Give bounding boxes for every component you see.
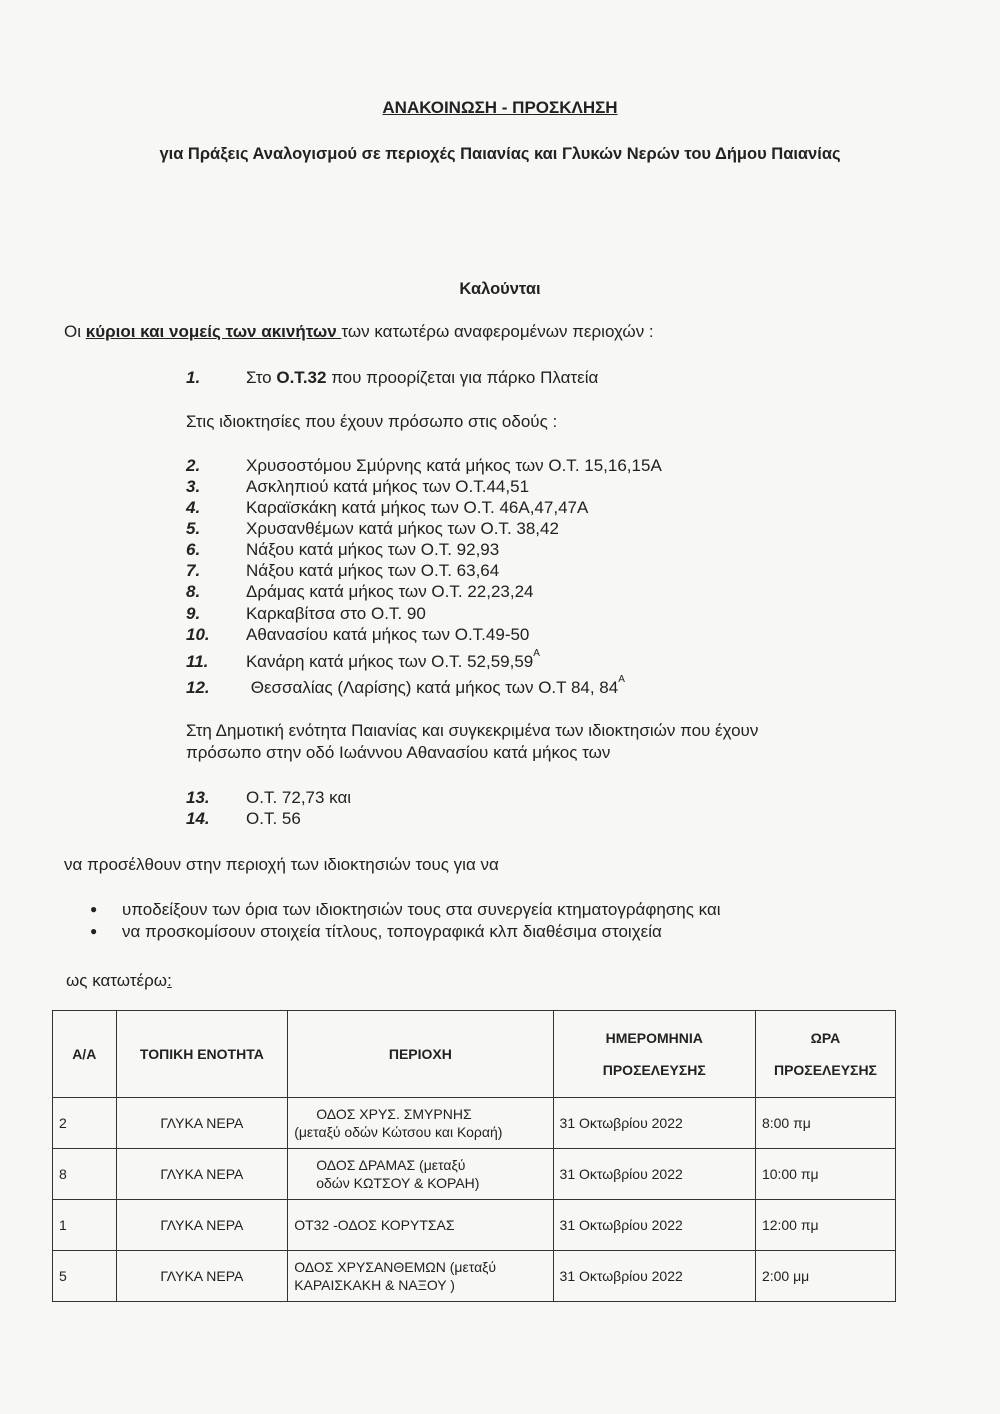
- paiania-paragraph: Στη Δημοτική ενότητα Παιανίας και συγκεκριμένα των ιδιοκτησιών που έχουν πρόσωπο στην οδό Ιωάννου Αθανασίου κατά μήκος των: [186, 721, 759, 762]
- cell-area-line2: (μεταξύ οδών Κώτσου και Κοραή): [294, 1124, 503, 1140]
- item-number: 8.: [186, 582, 201, 601]
- cell-area-line1: ΟΔΟΣ ΧΡΥΣ. ΣΜΥΡΝΗΣ: [316, 1106, 472, 1122]
- as-below-colon: :: [167, 971, 172, 990]
- item-number: 14.: [186, 809, 210, 828]
- bullet-text: υποδείξουν των όρια των ιδιοκτησιών τους στα συνεργεία κτηματογράφησης και: [122, 900, 721, 919]
- header-unit: ΤΟΠΙΚΗ ΕΝΟΤΗΤΑ: [116, 1011, 288, 1098]
- item-superscript: Α: [618, 674, 625, 685]
- item-text: Δράμας κατά μήκος των Ο.Τ. 22,23,24: [246, 582, 534, 601]
- cell-date: 31 Οκτωβρίου 2022: [553, 1200, 755, 1251]
- item-number: 12.: [186, 678, 210, 697]
- cell-unit: ΓΛΥΚΑ ΝΕΡΑ: [116, 1149, 288, 1200]
- item-text: Νάξου κατά μήκος των Ο.Τ. 92,93: [246, 540, 500, 559]
- cell-aa: 1: [53, 1200, 117, 1251]
- header-date-line2: ΠΡΟΣΕΛΕΥΣΗΣ: [602, 1062, 706, 1078]
- list-item: [186, 809, 301, 829]
- intro-prefix: Οι: [64, 322, 86, 341]
- item-text: Αθανασίου κατά μήκος των Ο.Τ.49-50: [246, 625, 530, 644]
- table-row: [53, 1098, 896, 1149]
- item-text: Νάξου κατά μήκος των Ο.Τ. 63,64: [246, 561, 500, 580]
- item-number: 11.: [186, 652, 209, 671]
- item-number: 5.: [186, 519, 201, 538]
- intro-suffix: των κατωτέρω αναφερομένων περιοχών :: [341, 322, 654, 341]
- item-text: Καρκαβίτσα στο Ο.Τ. 90: [246, 604, 426, 623]
- bullet-dot-icon: ●: [90, 902, 98, 916]
- list-item: [186, 561, 499, 581]
- header-time: [755, 1011, 895, 1098]
- item-text: Ο.Τ. 56: [246, 809, 301, 828]
- item-text: Ασκληπιού κατά μήκος των Ο.Τ.44,51: [246, 477, 530, 496]
- header-time-line1: ΩΡΑ: [810, 1030, 841, 1046]
- list-item: [186, 788, 351, 808]
- list-item: [186, 540, 499, 560]
- header-aa: Α/Α: [53, 1011, 117, 1098]
- item-text: Καραϊσκάκη κατά μήκος των Ο.Τ. 46Α,47,47Α: [246, 498, 589, 517]
- item-number: 6.: [186, 540, 201, 559]
- item-text: Κανάρη κατά μήκος των Ο.Τ. 52,59,59: [246, 652, 534, 671]
- table-row: [53, 1251, 896, 1302]
- list-item: [186, 456, 662, 476]
- item-superscript: Α: [533, 648, 540, 659]
- bullet-text: να προσκομίσουν στοιχεία τίτλους, τοπογραφικά κλπ διαθέσιμα στοιχεία: [122, 922, 662, 941]
- item-number: 7.: [186, 561, 201, 580]
- cell-unit: ΓΛΥΚΑ ΝΕΡΑ: [116, 1200, 288, 1251]
- cell-time: 2:00 μμ: [755, 1251, 895, 1302]
- cell-aa: 5: [53, 1251, 117, 1302]
- bullet-dot-icon: ●: [90, 924, 98, 938]
- list-item: [186, 674, 625, 698]
- cell-aa: 8: [53, 1149, 117, 1200]
- as-below-line: [66, 971, 172, 991]
- table-row: [53, 1200, 896, 1251]
- item-number: 4.: [186, 498, 201, 517]
- list-item: [186, 368, 598, 388]
- item-text-post: που προορίζεται για πάρκο Πλατεία: [326, 368, 599, 387]
- cell-area: [288, 1098, 553, 1149]
- intro-owners: κύριοι και νομείς των ακινήτων: [85, 322, 342, 341]
- item-number: 10.: [186, 625, 210, 644]
- list-item: [186, 625, 529, 645]
- table-header-row: [53, 1011, 896, 1098]
- call-to-action: να προσέλθουν στην περιοχή των ιδιοκτησιών τους για να: [64, 855, 499, 874]
- cell-area-line1: ΟΤ32 -ΟΔΟΣ ΚΟΡΥΤΣΑΣ: [294, 1217, 455, 1233]
- cell-aa: 2: [53, 1098, 117, 1149]
- item-number: 9.: [186, 604, 201, 623]
- list-item: [186, 519, 559, 539]
- cell-time: 12:00 πμ: [755, 1200, 895, 1251]
- item-text: Θεσσαλίας (Λαρίσης) κατά μήκος των Ο.Τ 84, 84: [246, 678, 619, 697]
- cell-area-line1: ΟΔΟΣ ΔΡΑΜΑΣ (μεταξύ: [316, 1157, 466, 1173]
- cell-time: 10:00 πμ: [755, 1149, 895, 1200]
- cell-area: [288, 1251, 553, 1302]
- cell-unit: ΓΛΥΚΑ ΝΕΡΑ: [116, 1251, 288, 1302]
- bullet-item: [90, 922, 662, 942]
- cell-area-line2: οδών ΚΩΤΣΟΥ & ΚΟΡΑΗ): [316, 1175, 480, 1191]
- intro-line: [64, 322, 654, 342]
- document-subtitle: για Πράξεις Αναλογισμού σε περιοχές Παιανίας και Γλυκών Νερών του Δήμου Παιανίας: [159, 145, 841, 163]
- document-title: ΑΝΑΚΟΙΝΩΣΗ - ΠΡΟΣΚΛΗΣΗ: [382, 98, 618, 117]
- header-date-line1: ΗΜΕΡΟΜΗΝΙΑ: [605, 1030, 703, 1046]
- cell-date: 31 Οκτωβρίου 2022: [553, 1149, 755, 1200]
- header-date: [553, 1011, 755, 1098]
- list-item: [186, 648, 540, 672]
- list-item: [186, 604, 426, 624]
- item-text-pre: Στο: [246, 368, 277, 387]
- item-number: 13.: [186, 788, 210, 807]
- header-area: ΠΕΡΙΟΧΗ: [288, 1011, 553, 1098]
- item-number: 3.: [186, 477, 201, 496]
- list-item: [186, 582, 534, 602]
- cell-area: [288, 1200, 553, 1251]
- cell-unit: ΓΛΥΚΑ ΝΕΡΑ: [116, 1098, 288, 1149]
- item-number: 1.: [186, 368, 201, 387]
- schedule-table: [52, 1010, 896, 1302]
- called-heading: Καλούνται: [459, 280, 541, 298]
- as-below-text: ως κατωτέρω: [66, 971, 168, 990]
- bullet-item: [90, 900, 721, 920]
- list-item: [186, 477, 529, 497]
- item-text: Χρυσανθέμων κατά μήκος των Ο.Τ. 38,42: [246, 519, 559, 538]
- item-text-bold: Ο.Τ.32: [276, 368, 327, 387]
- header-time-line2: ΠΡΟΣΕΛΕΥΣΗΣ: [773, 1062, 877, 1078]
- item-text: Ο.Τ. 72,73 και: [246, 788, 352, 807]
- cell-area-line2: ΚΑΡΑΙΣΚΑΚΗ & ΝΑΞΟΥ ): [294, 1277, 455, 1293]
- cell-area-line1: ΟΔΟΣ ΧΡΥΣΑΝΘΕΜΩΝ (μεταξύ: [294, 1259, 497, 1275]
- table-row: [53, 1149, 896, 1200]
- item-text: Χρυσοστόμου Σμύρνης κατά μήκος των Ο.Τ. 15,16,15Α: [246, 456, 662, 475]
- list-item: [186, 498, 588, 518]
- cell-time: 8:00 πμ: [755, 1098, 895, 1149]
- cell-date: 31 Οκτωβρίου 2022: [553, 1098, 755, 1149]
- cell-date: 31 Οκτωβρίου 2022: [553, 1251, 755, 1302]
- cell-area: [288, 1149, 553, 1200]
- streets-intro: Στις ιδιοκτησίες που έχουν πρόσωπο στις οδούς :: [186, 412, 558, 431]
- item-number: 2.: [186, 456, 201, 475]
